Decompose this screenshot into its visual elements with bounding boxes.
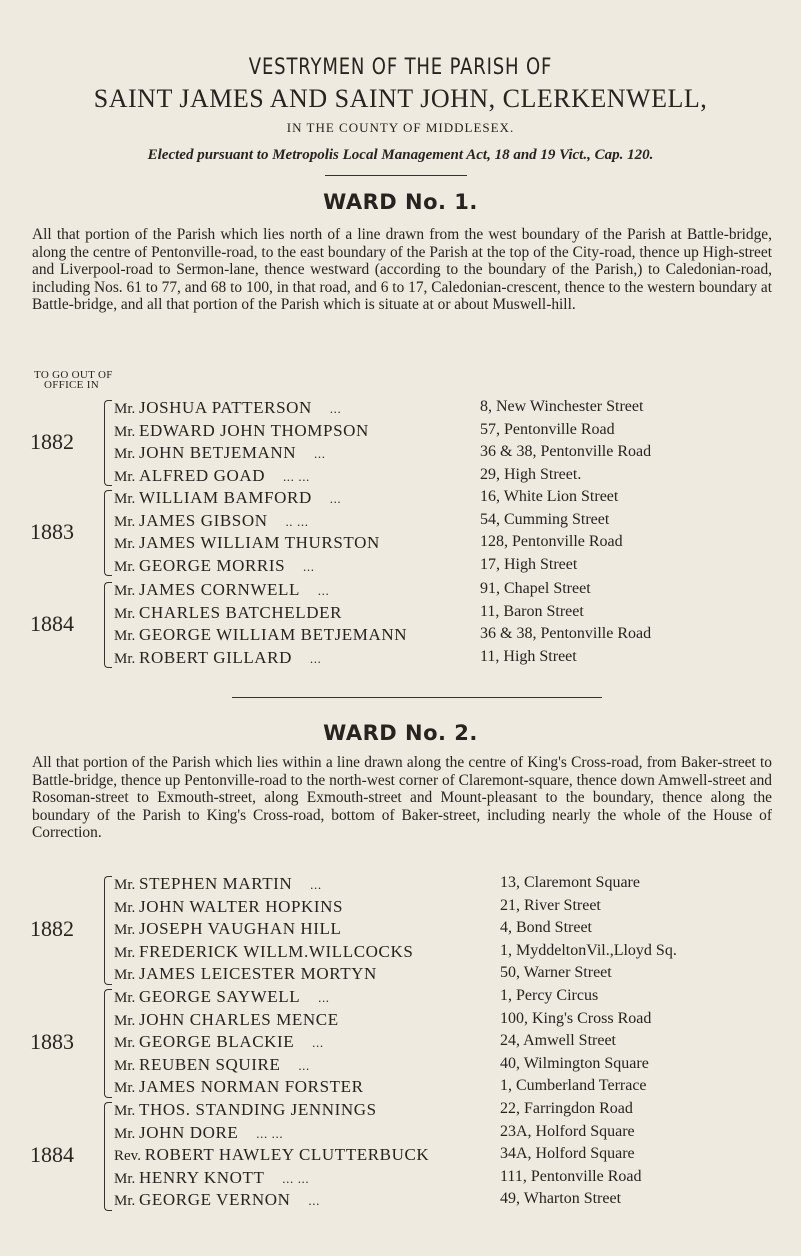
leader-dots: .. ... bbox=[281, 513, 309, 529]
member-name-text: ALFRED GOAD bbox=[139, 465, 266, 485]
member-name bbox=[114, 897, 343, 917]
member-row bbox=[0, 603, 801, 625]
member-address: 91, Chapel Street bbox=[480, 580, 591, 597]
member-address: 128, Pentonville Road bbox=[480, 533, 623, 550]
member-row bbox=[0, 443, 801, 465]
member-name-text: JAMES LEICESTER MORTYN bbox=[139, 964, 377, 983]
year-label: 1883 bbox=[30, 519, 74, 544]
member-title: Mr. bbox=[114, 628, 140, 644]
member-title: Mr. bbox=[114, 513, 140, 530]
leader-dots: ... bbox=[313, 583, 330, 598]
member-row bbox=[0, 1077, 801, 1099]
member-row bbox=[0, 466, 801, 488]
member-name bbox=[114, 648, 321, 668]
member-title: Mr. bbox=[114, 990, 140, 1006]
member-row bbox=[0, 942, 801, 964]
member-row bbox=[0, 625, 801, 647]
member-title: Mr. bbox=[114, 583, 140, 599]
office-label-line-2: OFFICE IN bbox=[44, 379, 99, 391]
member-name-text: GEORGE BLACKIE bbox=[139, 1032, 295, 1051]
member-address: 100, King's Cross Road bbox=[500, 1009, 652, 1027]
leader-dots: ... ... bbox=[279, 468, 310, 484]
member-name-text: JAMES GIBSON bbox=[139, 510, 268, 530]
member-row bbox=[0, 1010, 801, 1032]
member-row bbox=[0, 580, 801, 602]
ward-2-title: WARD No. 2. bbox=[323, 721, 478, 745]
member-title: Mr. bbox=[114, 1057, 140, 1074]
member-row bbox=[0, 1190, 801, 1212]
member-address: 1, Percy Circus bbox=[500, 987, 599, 1004]
member-name bbox=[114, 556, 315, 576]
member-name-text: ROBERT HAWLEY CLUTTERBUCK bbox=[144, 1145, 430, 1164]
member-address: 111, Pentonville Road bbox=[500, 1167, 642, 1185]
member-name bbox=[114, 466, 310, 486]
member-title: Mr. bbox=[114, 1012, 140, 1029]
member-title: Mr. bbox=[114, 922, 140, 938]
member-title: Mr. bbox=[114, 1125, 140, 1142]
member-row bbox=[0, 1145, 801, 1167]
member-title: Mr. bbox=[114, 650, 140, 667]
member-address: 36 & 38, Pentonville Road bbox=[480, 625, 652, 642]
leader-dots: ... bbox=[304, 1193, 320, 1208]
member-row bbox=[0, 1100, 801, 1122]
leader-dots: ... bbox=[294, 1057, 310, 1073]
leader-dots: ... ... bbox=[252, 1125, 284, 1141]
member-name bbox=[114, 1123, 283, 1143]
ward-divider bbox=[232, 697, 602, 698]
member-address: 50, Warner Street bbox=[500, 964, 612, 981]
member-name-text: JAMES WILLIAM THURSTON bbox=[139, 533, 380, 552]
member-name bbox=[114, 1190, 320, 1210]
member-name bbox=[114, 1077, 364, 1097]
member-name bbox=[114, 421, 369, 441]
member-name bbox=[114, 1100, 377, 1120]
member-name-text: JOHN DORE bbox=[139, 1122, 239, 1142]
member-row bbox=[0, 556, 801, 578]
member-name bbox=[114, 398, 341, 418]
member-address: 11, Baron Street bbox=[480, 602, 584, 620]
member-row bbox=[0, 1032, 801, 1054]
member-row bbox=[0, 421, 801, 443]
member-title: Mr. bbox=[114, 558, 140, 575]
member-name bbox=[114, 1055, 310, 1075]
member-name bbox=[114, 1032, 324, 1052]
member-name-text: JOHN BETJEMANN bbox=[139, 443, 297, 462]
member-row bbox=[0, 1168, 801, 1190]
leader-dots: ... bbox=[308, 1035, 324, 1050]
member-row bbox=[0, 919, 801, 941]
leader-dots: ... bbox=[325, 491, 342, 506]
member-row bbox=[0, 874, 801, 896]
year-label: 1884 bbox=[30, 611, 74, 636]
member-row bbox=[0, 897, 801, 919]
member-row bbox=[0, 511, 801, 533]
member-name bbox=[114, 625, 407, 645]
member-address: 23A, Holford Square bbox=[500, 1122, 635, 1140]
member-row bbox=[0, 1055, 801, 1077]
title-line-1: VESTRYMEN OF THE PARISH OF bbox=[248, 55, 553, 80]
member-title: Mr. bbox=[114, 1080, 140, 1096]
member-title: Mr. bbox=[114, 446, 140, 462]
member-row bbox=[0, 1123, 801, 1145]
member-title: Mr. bbox=[114, 1103, 140, 1119]
year-label: 1882 bbox=[30, 429, 74, 454]
member-name bbox=[114, 580, 329, 600]
member-name-text: FREDERICK WILLM.WILLCOCKS bbox=[139, 941, 414, 961]
member-row bbox=[0, 648, 801, 670]
member-address: 40, Wilmington Square bbox=[500, 1054, 649, 1072]
member-name bbox=[114, 964, 377, 984]
member-row bbox=[0, 964, 801, 986]
member-address: 57, Pentonville Road bbox=[480, 420, 615, 438]
member-row bbox=[0, 987, 801, 1009]
member-title: Mr. bbox=[114, 401, 140, 417]
member-name-text: REUBEN SQUIRE bbox=[139, 1054, 281, 1074]
leader-dots: ... ... bbox=[278, 1170, 310, 1186]
member-name-text: JOHN WALTER HOPKINS bbox=[139, 896, 344, 916]
member-name bbox=[114, 603, 342, 623]
member-title: Mr. bbox=[114, 1193, 140, 1209]
member-name-text: GEORGE VERNON bbox=[139, 1190, 291, 1209]
member-address: 36 & 38, Pentonville Road bbox=[480, 443, 652, 460]
elected-line: Elected pursuant to Metropolis Local Management Act, 18 and 19 Vict., Cap. 120. bbox=[147, 147, 654, 163]
leader-dots: ... bbox=[325, 401, 342, 416]
member-name bbox=[114, 443, 326, 463]
member-name bbox=[114, 942, 413, 962]
office-label-line-1: TO GO OUT OF bbox=[34, 369, 113, 381]
member-address: 54, Cumming Street bbox=[480, 510, 610, 528]
leader-dots: ... bbox=[314, 990, 330, 1005]
member-row bbox=[0, 533, 801, 555]
member-title: Mr. bbox=[114, 1170, 140, 1187]
member-name-text: GEORGE MORRIS bbox=[139, 555, 286, 575]
member-title: Mr. bbox=[114, 877, 140, 893]
ward-1-title: WARD No. 1. bbox=[323, 190, 478, 214]
leader-dots: ... bbox=[306, 650, 322, 666]
member-address: 4, Bond Street bbox=[500, 919, 592, 936]
leader-dots: ... bbox=[310, 446, 326, 461]
member-name-text: THOS. STANDING JENNINGS bbox=[139, 1100, 377, 1119]
member-name-text: HENRY KNOTT bbox=[139, 1167, 265, 1187]
member-name-text: JOHN CHARLES MENCE bbox=[139, 1009, 339, 1029]
member-address: 1, MyddeltonVil.,Lloyd Sq. bbox=[500, 941, 677, 959]
year-label: 1883 bbox=[30, 1029, 74, 1055]
member-address: 1, Cumberland Terrace bbox=[500, 1077, 647, 1094]
member-name-text: GEORGE WILLIAM BETJEMANN bbox=[139, 625, 408, 644]
member-title: Mr. bbox=[114, 1035, 140, 1051]
header-divider bbox=[325, 175, 467, 176]
member-address: 11, High Street bbox=[480, 647, 577, 665]
member-name-text: ROBERT GILLARD bbox=[139, 647, 292, 667]
member-title: Mr. bbox=[114, 491, 140, 507]
member-title: Mr. bbox=[114, 605, 140, 622]
member-name bbox=[114, 987, 330, 1007]
member-address: 22, Farringdon Road bbox=[500, 1100, 633, 1117]
member-name bbox=[114, 1145, 429, 1165]
ward-1-description: All that portion of the Parish which lies north of a line drawn from the west boundary of the Parish at Battle-bridge, along the centre of Pentonville-road, to the east boundary of the Parish at the top of the City-road, thence up High-street and Liverpool-road to Sermon-lane, thence westward (according to the boundary of the Parish,) to Caledonian-road, including Nos. 61 to 77, and 68 to 100, in that road, and 6 to 17, Caledonian-crescent, thence to the western boundary at Battle-bridge, and all that portion of the Parish which is situate at or about Muswell-hill. bbox=[32, 226, 772, 314]
member-name bbox=[114, 919, 342, 939]
member-row bbox=[0, 398, 801, 420]
member-address: 24, Amwell Street bbox=[500, 1032, 616, 1049]
member-address: 13, Claremont Square bbox=[500, 874, 640, 891]
member-name bbox=[114, 511, 309, 531]
member-title: Mr. bbox=[114, 944, 140, 961]
member-title: Mr. bbox=[114, 468, 140, 485]
member-name-text: JOSEPH VAUGHAN HILL bbox=[139, 919, 342, 938]
member-address: 29, High Street. bbox=[480, 465, 582, 483]
member-name-text: STEPHEN MARTIN bbox=[139, 874, 293, 893]
member-name bbox=[114, 1010, 339, 1030]
year-label: 1884 bbox=[30, 1142, 74, 1168]
county-line: IN THE COUNTY OF MIDDLESEX. bbox=[286, 120, 515, 135]
member-address: 17, High Street bbox=[480, 555, 578, 573]
member-address: 16, White Lion Street bbox=[480, 488, 619, 505]
leader-dots: ... bbox=[306, 877, 322, 892]
member-name-text: JAMES CORNWELL bbox=[139, 580, 300, 599]
member-name-text: JOSHUA PATTERSON bbox=[139, 398, 312, 417]
member-name-text: GEORGE SAYWELL bbox=[139, 987, 301, 1006]
member-address: 8, New Winchester Street bbox=[480, 398, 644, 415]
member-row bbox=[0, 488, 801, 510]
member-name-text: CHARLES BATCHELDER bbox=[139, 602, 343, 622]
year-label: 1882 bbox=[30, 916, 74, 942]
member-title: Mr. bbox=[114, 536, 140, 552]
member-name bbox=[114, 488, 341, 508]
title-line-2: SAINT JAMES AND SAINT JOHN, CLERKENWELL, bbox=[93, 84, 708, 113]
ward-2-description: All that portion of the Parish which lies within a line drawn along the centre of King's Cross-road, from Baker-street to Battle-bridge, thence up Pentonville-road to the north-west corner of Claremont-square, thence down Amwell-street and Rosoman-street to Exmouth-street, along Exmouth-street and Mount-pleasant to the boundary, thence along the boundary of the Parish to King's Cross-road, bottom of Baker-street, including nearly the whole of the House of Correction. bbox=[32, 754, 772, 842]
member-name bbox=[114, 874, 322, 894]
member-title: Mr. bbox=[114, 423, 140, 440]
member-title: Mr. bbox=[114, 899, 140, 916]
member-address: 49, Wharton Street bbox=[500, 1190, 622, 1207]
member-title: Rev. bbox=[114, 1148, 145, 1164]
member-name bbox=[114, 1168, 309, 1188]
leader-dots: ... bbox=[299, 558, 315, 574]
member-name-text: JAMES NORMAN FORSTER bbox=[139, 1077, 364, 1096]
member-address: 34A, Holford Square bbox=[500, 1145, 635, 1162]
member-address: 21, River Street bbox=[500, 896, 601, 914]
member-name bbox=[114, 533, 380, 553]
member-title: Mr. bbox=[114, 967, 140, 983]
member-name-text: WILLIAM BAMFORD bbox=[139, 488, 312, 507]
member-name-text: EDWARD JOHN THOMPSON bbox=[139, 420, 369, 440]
